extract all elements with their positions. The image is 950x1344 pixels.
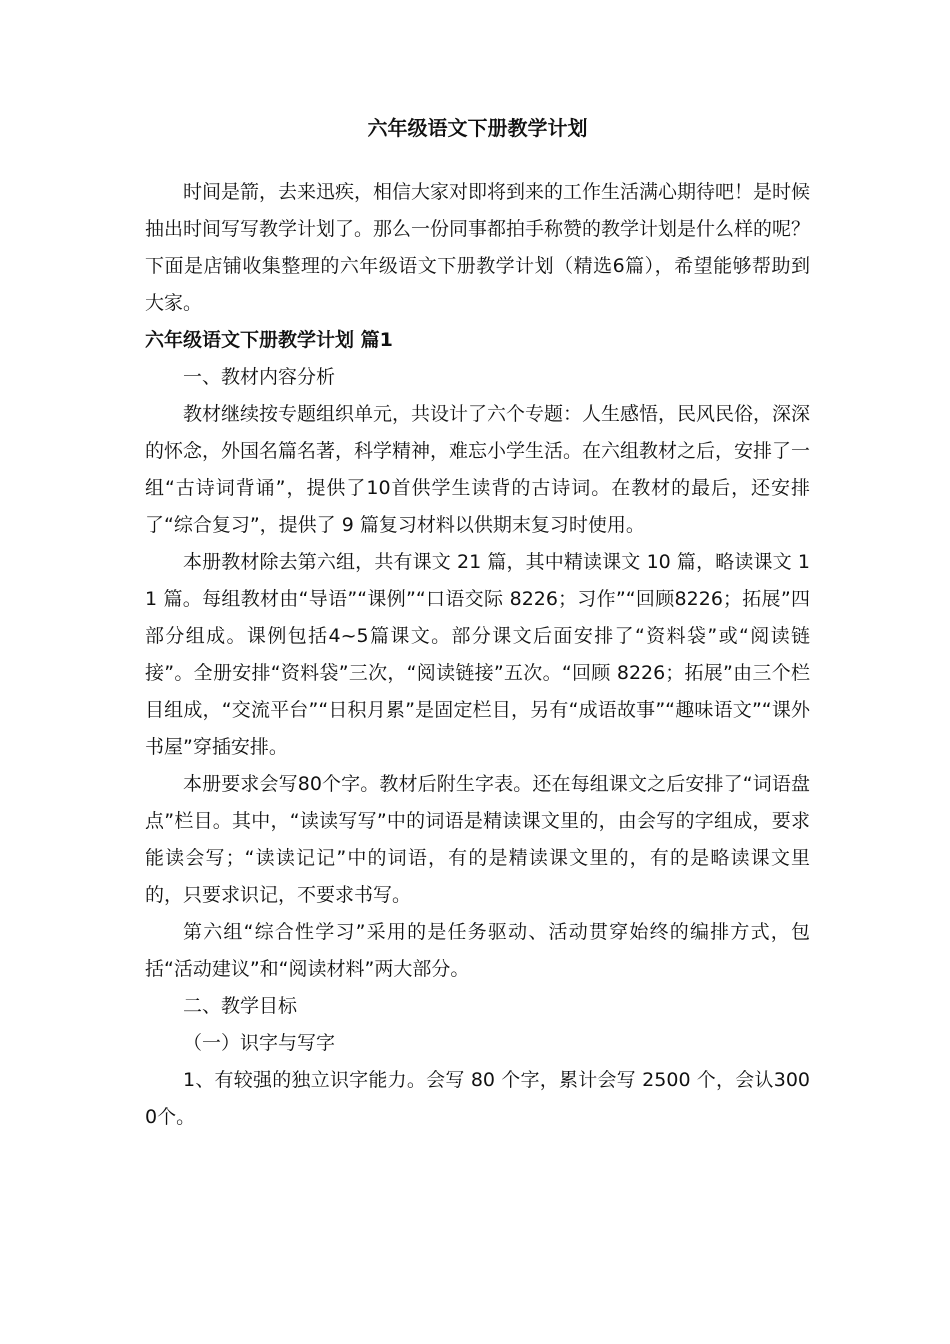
paragraph-2: 本册教材除去第六组，共有课文 21 篇，其中精读课文 10 篇，略读课文 11 篇。每组教材由“导语”“课例”“口语交际 8226；习作”“回顾8226；拓展”四部分组成。课例包括4~5篇课文。部分课文后面安排了“资料袋”或“阅读链接”。全册安排“资料袋”三次，“阅读链接”五次。“回顾 8226；拓展”由三个栏目组成，“交流平台”“日积月累”是固定栏目，另有“成语故事”“趣味语文”“课外书屋”穿插安排。 — [145, 551, 810, 758]
heading-teaching-goals: 二、教学目标 — [183, 995, 298, 1017]
heading-textbook-analysis: 一、教材内容分析 — [183, 366, 336, 388]
document-title: 六年级语文下册教学计划 — [367, 116, 588, 140]
heading-literacy: （一）识字与写字 — [183, 1032, 336, 1054]
paragraph-5: 1、有较强的独立识字能力。会写 80 个字，累计会写 2500 个，会认3000个。 — [145, 1069, 810, 1128]
section-heading: 六年级语文下册教学计划 篇1 — [145, 329, 393, 351]
intro-paragraph: 时间是箭，去来迅疾，相信大家对即将到来的工作生活满心期待吧！是时候抽出时间写写教学计划了。那么一份同事都拍手称赞的教学计划是什么样的呢？下面是店铺收集整理的六年级语文下册教学计划（精选6篇），希望能够帮助到大家。 — [145, 181, 811, 314]
paragraph-1: 教材继续按专题组织单元，共设计了六个专题：人生感悟，民风民俗，深深的怀念，外国名篇名著，科学精神，难忘小学生活。在六组教材之后，安排了一组“古诗词背诵”，提供了10首供学生读背的古诗词。在教材的最后，还安排了“综合复习”，提供了 9 篇复习材料以供期末复习时使用。 — [145, 403, 811, 536]
document-page — [145, 108, 810, 1136]
paragraph-4: 第六组“综合性学习”采用的是任务驱动、活动贯穿始终的编排方式，包括“活动建议”和“阅读材料”两大部分。 — [145, 921, 810, 980]
paragraph-3: 本册要求会写80个字。教材后附生字表。还在每组课文之后安排了“词语盘点”栏目。其中，“读读写写”中的词语是精读课文里的，由会写的字组成，要求能读会写；“读读记记”中的词语，有的是精读课文里的，有的是略读课文里的，只要求识记，不要求书写。 — [145, 773, 810, 906]
